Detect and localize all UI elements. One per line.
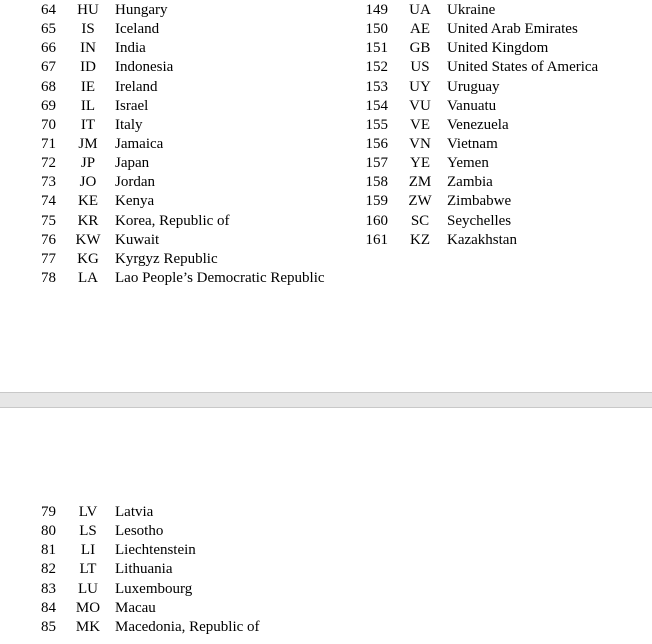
- country-number: 79: [41, 504, 56, 520]
- country-number: 151: [365, 40, 388, 57]
- country-code: MO: [75, 599, 101, 616]
- country-number: 158: [365, 174, 388, 191]
- country-name: Zambia: [447, 174, 493, 191]
- country-number: 157: [365, 155, 388, 172]
- country-name: Lithuania: [115, 561, 173, 578]
- country-name: Macau: [115, 599, 156, 616]
- country-number: 84: [41, 599, 56, 616]
- country-code: IT: [80, 116, 96, 133]
- country-code: JM: [78, 135, 98, 152]
- country-number: 80: [41, 523, 56, 540]
- country-name: Vietnam: [447, 135, 498, 152]
- country-number: 160: [365, 212, 388, 229]
- country-code: LU: [78, 580, 98, 597]
- country-name: Italy: [115, 116, 143, 133]
- country-name: Israel: [115, 97, 149, 114]
- country-code: KG: [77, 250, 99, 267]
- country-number: 75: [41, 212, 56, 229]
- document-page-bottom: [0, 408, 652, 644]
- country-code: KE: [78, 193, 98, 210]
- country-code: IL: [80, 97, 96, 114]
- country-name: United States of America: [447, 59, 599, 76]
- country-number: 161: [365, 231, 388, 248]
- country-number: 149: [365, 2, 388, 18]
- country-name: Indonesia: [115, 59, 174, 76]
- country-name: India: [115, 40, 146, 57]
- country-code: ZM: [408, 174, 432, 191]
- country-number: 77: [41, 250, 56, 267]
- country-name: Kazakhstan: [447, 231, 517, 248]
- country-name: Zimbabwe: [447, 193, 512, 210]
- country-code: IE: [80, 78, 96, 95]
- country-number: 81: [41, 542, 56, 559]
- country-code: VE: [410, 116, 430, 133]
- country-number: 70: [41, 116, 56, 133]
- country-number: 83: [41, 580, 56, 597]
- country-number: 85: [41, 618, 56, 635]
- country-name: Liechtenstein: [115, 542, 196, 559]
- country-code: KW: [75, 231, 101, 248]
- country-code: LT: [79, 561, 97, 578]
- country-number: 67: [41, 59, 56, 76]
- country-code: LI: [80, 542, 96, 559]
- country-name: Ukraine: [447, 2, 496, 18]
- country-name: Jordan: [115, 174, 155, 191]
- country-name: Hungary: [115, 2, 168, 18]
- country-number: 76: [41, 231, 56, 248]
- country-code: ID: [80, 59, 96, 76]
- country-code: KZ: [410, 231, 430, 248]
- country-name: Korea, Republic of: [115, 212, 230, 229]
- country-code: KR: [77, 212, 99, 229]
- country-number: 156: [365, 135, 388, 152]
- country-name: Japan: [115, 155, 150, 172]
- country-name: Kenya: [115, 193, 155, 210]
- country-number: 153: [365, 78, 388, 95]
- country-name: Kyrgyz Republic: [115, 250, 218, 267]
- country-name: Macedonia, Republic of: [115, 618, 260, 635]
- country-name: Lao People’s Democratic Republic: [115, 269, 325, 286]
- country-code: AE: [410, 21, 430, 38]
- country-name: Kuwait: [115, 231, 160, 248]
- country-code: JO: [79, 174, 97, 191]
- country-code: US: [410, 59, 430, 76]
- country-name: United Arab Emirates: [447, 21, 578, 38]
- country-number: 68: [41, 78, 56, 95]
- country-number: 159: [365, 193, 388, 210]
- country-number: 72: [41, 155, 56, 172]
- country-code: HU: [77, 2, 99, 18]
- country-name: Uruguay: [447, 78, 500, 95]
- country-name: United Kingdom: [447, 40, 549, 57]
- country-name: Latvia: [115, 504, 154, 520]
- country-number: 71: [41, 135, 56, 152]
- country-code: UY: [409, 78, 431, 95]
- country-code: YE: [410, 155, 430, 172]
- country-name: Jamaica: [115, 135, 164, 152]
- country-name: Yemen: [447, 155, 489, 172]
- country-name: Vanuatu: [447, 97, 497, 114]
- country-code: LV: [78, 504, 98, 520]
- country-code: JP: [80, 155, 96, 172]
- country-number: 78: [41, 269, 56, 286]
- country-number: 154: [365, 97, 388, 114]
- country-name: Venezuela: [447, 116, 509, 133]
- country-number: 69: [41, 97, 56, 114]
- country-number: 65: [41, 21, 56, 38]
- country-name: Seychelles: [447, 212, 512, 229]
- country-name: Luxembourg: [115, 580, 193, 597]
- country-code: LA: [78, 269, 98, 286]
- country-code: MK: [75, 618, 101, 635]
- country-number: 74: [41, 193, 56, 210]
- country-number: 155: [365, 116, 388, 133]
- country-number: 150: [365, 21, 388, 38]
- country-number: 64: [41, 2, 56, 18]
- country-number: 152: [365, 59, 388, 76]
- page-separator: [0, 392, 652, 408]
- country-name: Iceland: [115, 21, 160, 38]
- country-code: SC: [410, 212, 430, 229]
- country-code: VU: [409, 97, 431, 114]
- country-code: VN: [409, 135, 431, 152]
- country-number: 82: [41, 561, 56, 578]
- country-code: LS: [79, 523, 97, 540]
- country-name: Ireland: [115, 78, 158, 95]
- country-code: IS: [81, 21, 95, 38]
- country-number: 73: [41, 174, 56, 191]
- country-name: Lesotho: [115, 523, 164, 540]
- country-code: ZW: [408, 193, 432, 210]
- country-code: GB: [409, 40, 431, 57]
- country-code: UA: [409, 2, 431, 18]
- country-code: IN: [80, 40, 96, 57]
- country-number: 66: [41, 40, 56, 57]
